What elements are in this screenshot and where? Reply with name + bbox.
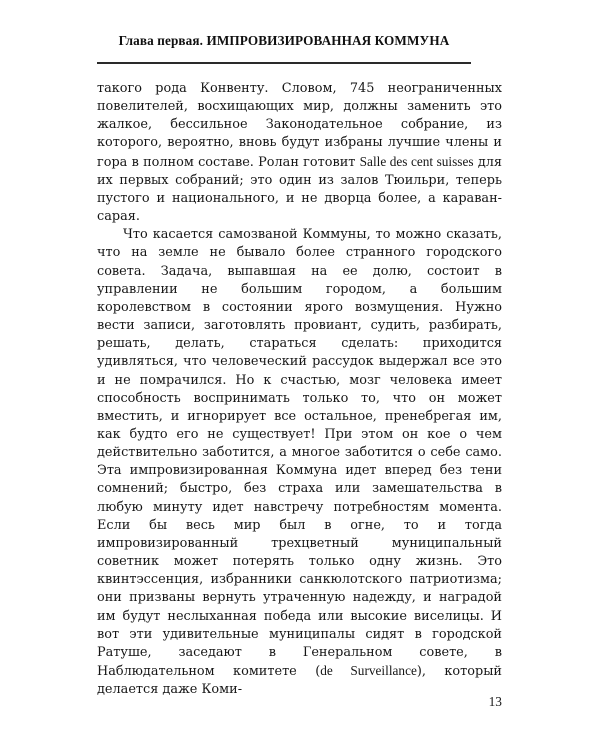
- running-head: Глава первая. ИМПРОВИЗИРОВАННАЯ КОММУНА: [118, 33, 450, 48]
- paragraph-continued: такого рода Конвенту. Словом, 745 неограниченных повелителей, восхищающих мир, должны заменить это жалкое, бессильное Законодательное собрание, из которого, вероятно, вновь будут избраны лучшие члены и гора в полном составе. Ролан готовит Salle des cent suisses для их первых собраний; это один из залов Тюильри, теперь пустого и национального, и не дворца более, а караван-сарая.: [97, 81, 502, 225]
- page-number: 13: [488, 694, 502, 709]
- header-divider-rule: [97, 62, 471, 64]
- body-text-column: [97, 80, 502, 699]
- paragraph: Что касается самозваной Коммуны, то можно сказать, что на земле не бывало более странного городского совета. Задача, выпавшая на ее долю, состоит в управлении не большим городом, а большим королевством в состоянии ярого возмущения. Нужно вести записи, заготовлять провиант, судить, разбирать, решать, делать, стараться сделать: приходится удивляться, что человеческий рассудок выдержал все это и не помрачился. Но к счастью, мозг человека имеет способность воспринимать только то, что он может вместить, и игнорирует все остальное, пренебрегая им, как будто его не существует! При этом он кое о чем действительно заботится, а многое заботится о себе само. Эта импровизированная Коммуна идет вперед без тени сомнений; быстро, без страха или замешательства в любую минуту идет навстречу потребностям момента. Если бы весь мир был в огне, то и тогда импровизированный трехцветный муниципальный советник может потерять только одну жизнь. Это квинтэссенция, избранники санкюлотского патриотизма; они призваны вернуть утраченную надежду, и наградой им будут неслыханная победа или высокие виселицы. И вот эти удивительные муниципалы сидят в городской Ратуше, заседают в Генеральном совете, в Наблюдательном комитете (de Surveillance), который делается даже Коми-: [97, 227, 502, 698]
